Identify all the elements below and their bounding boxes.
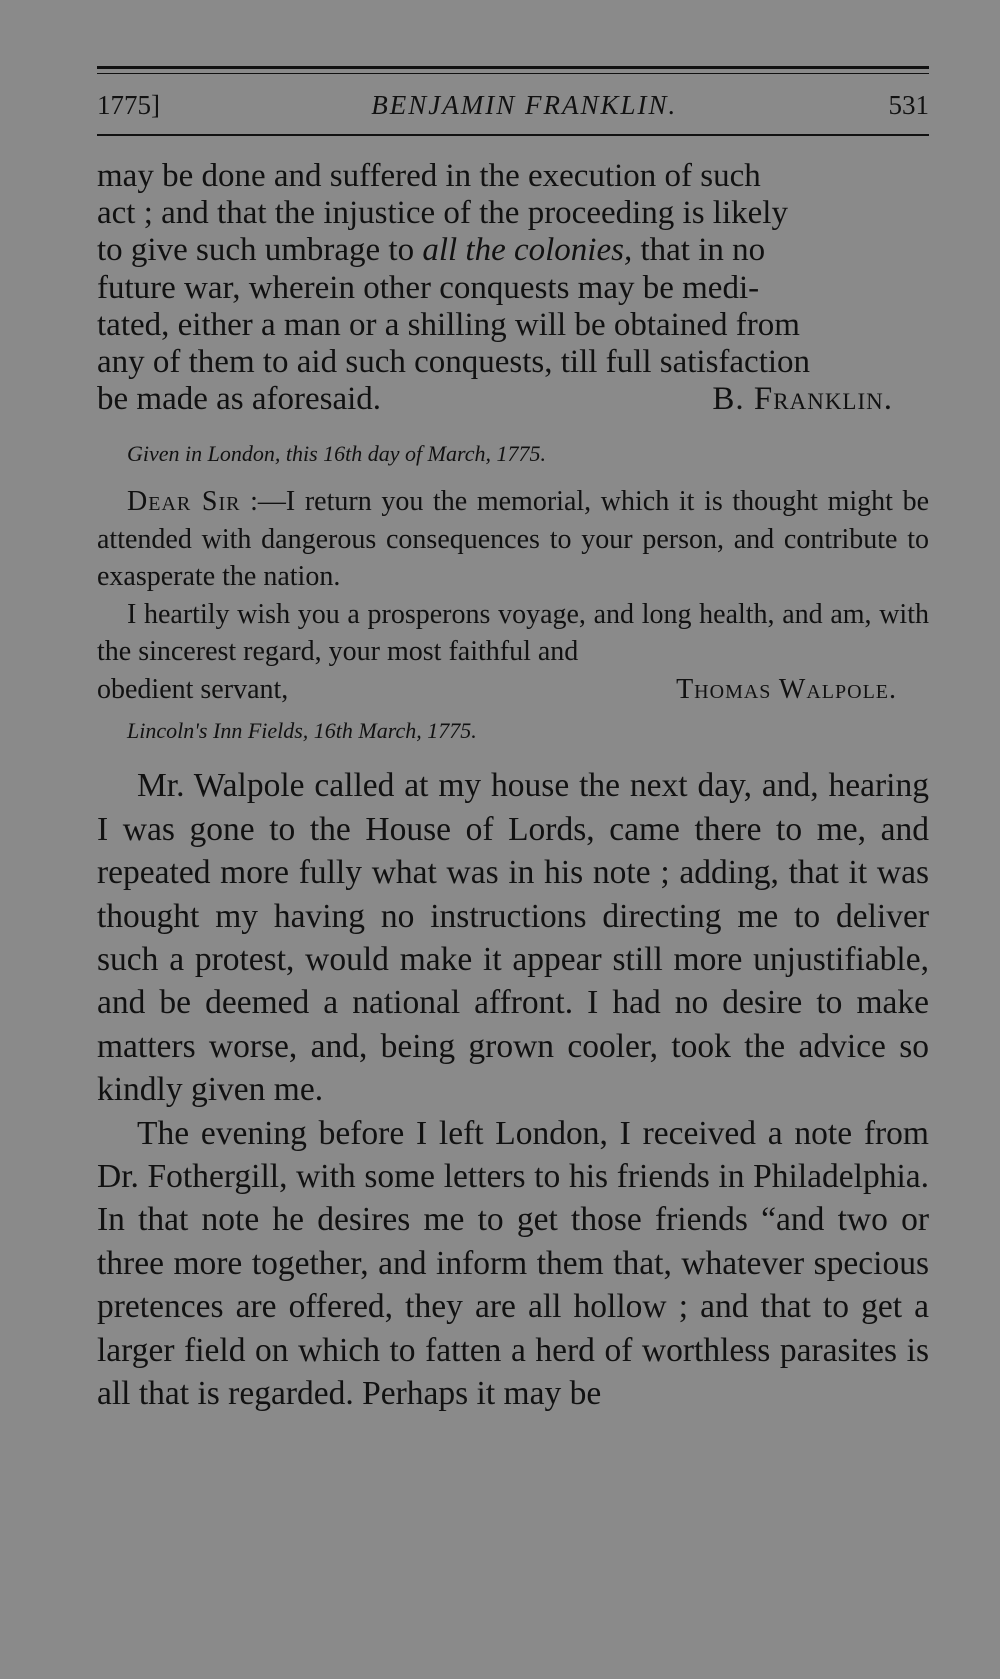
header-rule-bottom (97, 134, 929, 136)
narrative-paragraph: The evening before I left London, I received a note from Dr. Fothergill, with some letters to his friends in Philadelphia. In that note he desires me to get those friends “and two or three more together, and inform them that, whatever specious pretences are offered, they are all hollow ; and that to get a larger field on which to fatten a herd of worthless parasites is all that is regarded. Perhaps it may be (97, 1114, 929, 1413)
protest-line3-before: to give such umbrage to (97, 232, 423, 269)
protest-italic-phrase: all the colonies, (422, 232, 633, 269)
book-page (97, 66, 929, 1416)
letter-para1-text: :—I return you the memorial, which it is thought might be attended with dangerous consequences to your person, and contribute to exasperate the nation. (97, 486, 930, 593)
letter-paragraph: I heartily wish you a prosperons voyage, and long health, and am, with the sincerest regard, your most faithful and (97, 598, 929, 668)
protest-line (97, 232, 929, 269)
walpole-signature: Thomas Walpole. (676, 673, 897, 705)
page-body (97, 158, 929, 1416)
protest-line: may be done and suffered in the execution of such (97, 158, 761, 194)
header-rule-top (97, 66, 929, 69)
letter-salutation: Dear Sir (127, 486, 241, 518)
header-year: 1775] (97, 90, 160, 120)
letter-paragraph (97, 483, 929, 596)
running-header (97, 74, 929, 132)
narrative-paragraph: Mr. Walpole called at my house the next day, and, hearing I was gone to the House of Lords, came there to me, and repeated more fully what was in his note ; adding, that it was thought my having no instructions directing me to deliver such a protest, would make it appear still more unjustifiable, and be deemed a national affront. I had no desire to make matters worse, and, being grown cooler, took the advice so kindly given me. (97, 767, 929, 1109)
letter-signature-line (97, 671, 929, 709)
protest-dateline: Given in London, this 16th day of March, 1775. (127, 441, 546, 467)
protest-last-line: be made as aforesaid. (97, 381, 382, 418)
protest-signature-line (97, 381, 929, 418)
protest-line: tated, either a man or a shilling will be obtained from (97, 306, 800, 343)
letter-closing: obedient servant, (97, 673, 289, 705)
protest-line3-after: that in no (632, 232, 766, 269)
franklin-signature: B. Franklin. (712, 381, 893, 418)
protest-line: any of them to aid such conquests, till full satisfaction (97, 344, 811, 381)
protest-line: act ; and that the injustice of the proceeding is likely (97, 195, 788, 232)
running-title: BENJAMIN FRANKLIN. (371, 90, 678, 120)
protest-line: future war, wherein other conquests may be medi- (97, 269, 760, 306)
protest-text (97, 158, 929, 418)
letter-dateline: Lincoln's Inn Fields, 16th March, 1775. (127, 718, 477, 744)
page-number: 531 (888, 90, 929, 120)
